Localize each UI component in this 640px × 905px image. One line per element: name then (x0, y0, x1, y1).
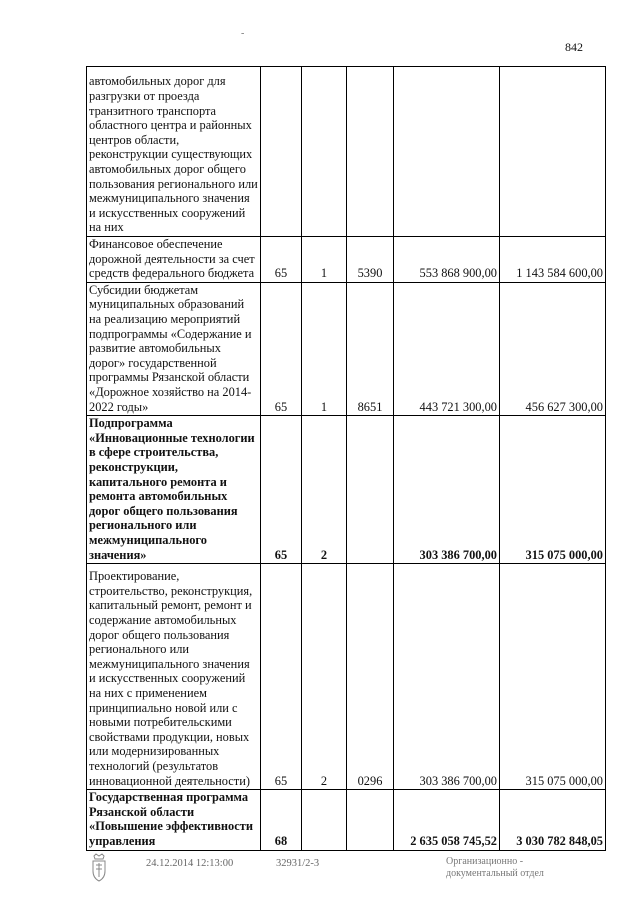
row-description: Проектирование, строительство, реконструкция, капитальный ремонт, ремонт и содержание автомобильных дорог общего пользования регионального или межмуниципального значения и искусственных сооружений на них с применением принципиально новой или с новыми потребительскими свойствами продукции, новых или модернизированных технологий (результатов инновационной деятельности) (87, 564, 261, 790)
row-description: автомобильных дорог для разгрузки от проезда транзитного транспорта областного центра и районных центров области, реконструкции существующих автомобильных дорог общего пользования регионального или межмуниципального значения и искусственных сооружений на них (87, 67, 261, 237)
row-code-3 (347, 67, 394, 237)
budget-table-body (87, 67, 606, 851)
table-row (87, 67, 606, 237)
row-amount-1: 303 386 700,00 (394, 564, 500, 790)
row-code-1: 65 (261, 564, 302, 790)
row-code-2: 2 (302, 416, 347, 564)
row-amount-2: 456 627 300,00 (500, 282, 606, 415)
table-row (87, 790, 606, 850)
footer-doc-number: 32931/2-3 (276, 858, 320, 869)
row-amount-2: 3 030 782 848,05 (500, 790, 606, 850)
row-code-1: 65 (261, 416, 302, 564)
row-code-3: 0296 (347, 564, 394, 790)
row-code-3 (347, 790, 394, 850)
coat-of-arms-icon (88, 853, 110, 883)
row-description: Государственная программа Рязанской области «Повышение эффективности управления (87, 790, 261, 850)
footer-department-line2: документальный отдел (446, 868, 544, 879)
page-number: 842 (565, 40, 583, 54)
row-amount-1: 303 386 700,00 (394, 416, 500, 564)
row-amount-2: 315 075 000,00 (500, 416, 606, 564)
row-amount-1: 553 868 900,00 (394, 237, 500, 283)
footer-datetime: 24.12.2014 12:13:00 (146, 858, 234, 869)
row-code-3: 8651 (347, 282, 394, 415)
row-amount-1: 2 635 058 745,52 (394, 790, 500, 850)
row-code-2: 2 (302, 564, 347, 790)
footer-department-line1: Организационно - (446, 856, 524, 867)
row-code-3 (347, 416, 394, 564)
row-description: Финансовое обеспечение дорожной деятельности за счет средств федерального бюджета (87, 237, 261, 283)
footer-department (446, 856, 544, 880)
row-code-1: 68 (261, 790, 302, 850)
page-mark: - (241, 28, 245, 39)
row-description: Субсидии бюджетам муниципальных образований на реализацию мероприятий подпрограммы «Содержание и развитие автомобильных дорог» государственной программы Рязанской области «Дорожное хозяйство на 2014-2022 годы» (87, 282, 261, 415)
row-description: Подпрограмма «Инновационные технологии в сфере строительства, реконструкции, капитального ремонта и ремонта автомобильных дорог общего пользования регионального или межмуниципального значения» (87, 416, 261, 564)
row-code-2: 1 (302, 282, 347, 415)
table-row (87, 564, 606, 790)
row-code-2 (302, 67, 347, 237)
row-amount-2: 1 143 584 600,00 (500, 237, 606, 283)
table-row (87, 416, 606, 564)
row-code-2 (302, 790, 347, 850)
table-row (87, 237, 606, 283)
row-code-2: 1 (302, 237, 347, 283)
row-amount-2 (500, 67, 606, 237)
row-code-1 (261, 67, 302, 237)
table-row (87, 282, 606, 415)
row-amount-1 (394, 67, 500, 237)
row-amount-2: 315 075 000,00 (500, 564, 606, 790)
row-code-1: 65 (261, 237, 302, 283)
row-code-1: 65 (261, 282, 302, 415)
row-code-3: 5390 (347, 237, 394, 283)
row-amount-1: 443 721 300,00 (394, 282, 500, 415)
budget-table (86, 66, 606, 851)
